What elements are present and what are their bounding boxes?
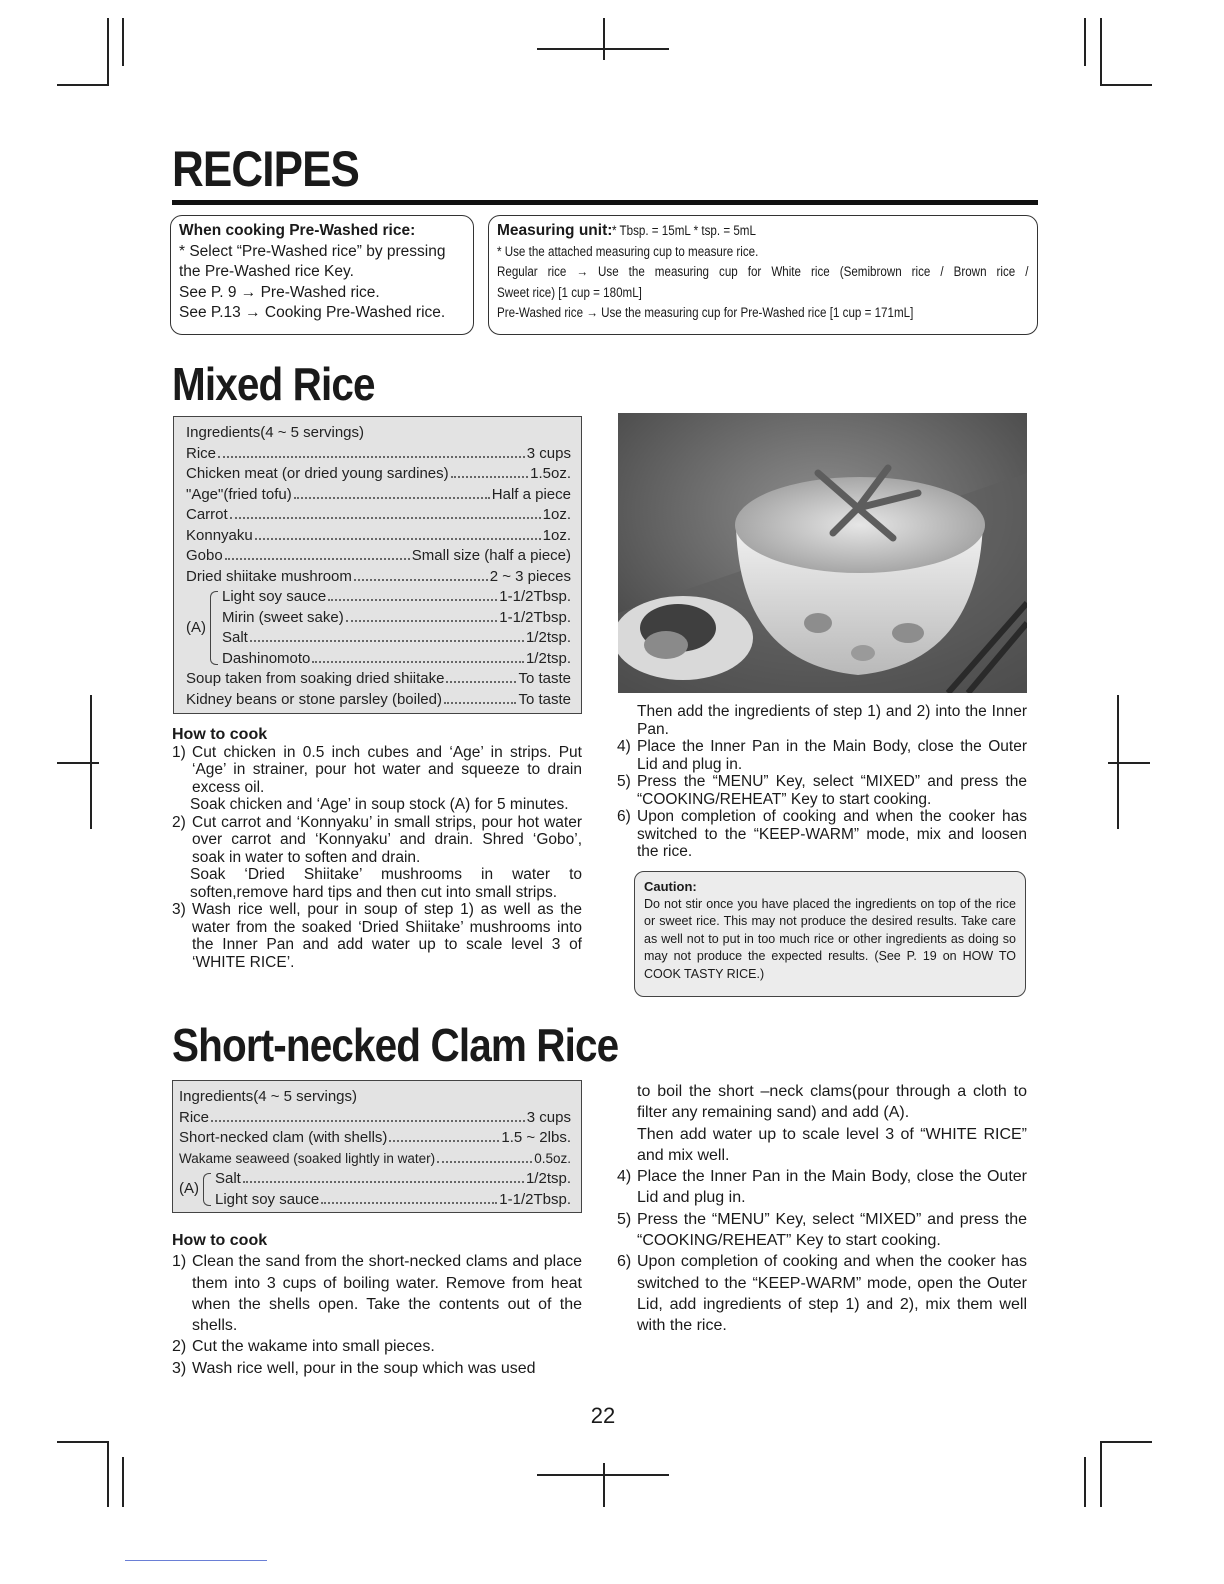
measuring-unit-box	[488, 215, 1038, 335]
step-number: 4)	[617, 738, 631, 755]
ingredient-name: Gobo	[186, 547, 223, 564]
ingredient-row	[215, 1190, 571, 1211]
clam-rice-howto-continued	[617, 1081, 1027, 1337]
ingredient-qty: 3 cups	[526, 444, 571, 462]
page-number: 22	[590, 1403, 616, 1428]
step-3	[172, 1358, 582, 1379]
step-1-sub: Soak chicken and ‘Age’ in soup stock (A) for 5 minutes.	[190, 796, 569, 813]
ingredient-qty: Small size (half a piece)	[411, 547, 571, 564]
dotted-leader	[243, 1181, 524, 1183]
step-number: 6)	[617, 1253, 632, 1271]
measuring-heading: Measuring unit:	[497, 222, 613, 239]
ingredient-row	[179, 1108, 571, 1129]
step-2-sub: Soak ‘Dried Shiitake’ mushrooms in water to soften,remove hard tips and then cut into small strips.	[190, 866, 582, 901]
dotted-leader	[312, 661, 524, 663]
ingredient-row	[222, 649, 571, 670]
dotted-leader	[250, 640, 524, 642]
step-3-sub: Then add water up to scale level 3 of “WHITE RICE” and mix well.	[637, 1125, 1027, 1164]
howto-heading: How to cook	[172, 1232, 268, 1249]
prewashed-heading: When cooking Pre-Washed rice:	[179, 222, 416, 239]
step-text: Wash rice well, pour in the soup which was used	[192, 1359, 536, 1377]
dotted-leader	[446, 681, 516, 683]
step-number: 5)	[617, 1210, 632, 1228]
rice-bowl-image	[618, 413, 1027, 693]
dotted-leader	[451, 476, 529, 478]
ingredient-row	[186, 485, 571, 506]
ingredient-qty: Half a piece	[491, 485, 571, 503]
step-5	[617, 1209, 1027, 1252]
prewashed-line: the Pre-Washed rice Key.	[179, 263, 354, 280]
ingredient-row	[215, 1169, 571, 1190]
step-number: 3)	[172, 901, 186, 918]
ingredient-qty: 2 ~ 3 pieces	[489, 567, 571, 585]
ingredient-row	[222, 608, 571, 629]
group-items	[222, 587, 571, 669]
step-number: 1)	[172, 1253, 187, 1271]
step-5	[617, 773, 1027, 808]
caution-box	[634, 871, 1026, 997]
group-items	[215, 1169, 571, 1210]
ingredient-qty: 1-1/2Tbsp.	[499, 608, 571, 626]
ingredients-header: Ingredients(4 ~ 5 servings)	[179, 1088, 358, 1105]
link-underline	[125, 1560, 267, 1561]
ingredient-qty: 1oz.	[542, 526, 571, 544]
ingredient-row	[179, 1149, 571, 1170]
prewashed-line: See P.13 → Cooking Pre-Washed rice.	[179, 304, 446, 321]
group-label: (A)	[179, 1180, 199, 1198]
ingredient-name: Mirin (sweet sake)	[222, 608, 344, 626]
clam-rice-howto	[172, 1230, 582, 1379]
step-6	[617, 1251, 1027, 1336]
ingredient-qty: 1.5 ~ 2lbs.	[501, 1129, 571, 1146]
ingredient-row	[186, 444, 571, 465]
ingredient-qty: 1/2tsp.	[525, 629, 571, 646]
mixed-rice-title: Mixed Rice	[172, 358, 375, 410]
group-brace	[203, 1173, 211, 1206]
title-rule	[172, 200, 1038, 205]
mixed-rice-howto-continued	[617, 703, 1027, 861]
ingredient-qty: To taste	[518, 670, 571, 687]
measuring-line: Sweet rice) [1 cup = 180mL]	[497, 284, 642, 300]
step-text: Clean the sand from the short-necked clams and place them into 3 cups of boiling water. Remove from heat when the shells open. Take the contents out of the shells.	[192, 1253, 582, 1335]
ingredient-row	[186, 526, 571, 547]
page-title: RECIPES	[172, 141, 360, 197]
dotted-leader	[255, 538, 541, 540]
ingredient-name: Konnyaku	[186, 526, 253, 544]
ingredients-header: Ingredients(4 ~ 5 servings)	[186, 424, 365, 441]
ingredient-name: Salt	[222, 629, 248, 646]
clam-rice-title: Short-necked Clam Rice	[172, 1019, 619, 1071]
measuring-line: Pre-Washed rice → Use the measuring cup for Pre-Washed rice [1 cup = 171mL]	[497, 305, 914, 320]
dotted-leader	[354, 579, 488, 581]
ingredient-row	[186, 690, 571, 711]
dotted-leader	[444, 702, 516, 704]
step-text: Wash rice well, pour in soup of step 1) as well as the water from the soaked ‘Dried Shiitake’ mushrooms into the Inner Pan and add water up to scale level 3 of ‘WHITE RICE’.	[192, 901, 582, 971]
ingredient-qty: To taste	[518, 690, 571, 708]
step-4	[617, 1166, 1027, 1209]
step-3	[172, 901, 582, 971]
ingredient-qty: 1-1/2Tbsp.	[499, 1190, 571, 1208]
mixed-rice-ingredients-box	[173, 416, 582, 714]
step-6	[617, 808, 1027, 861]
ingredient-qty: 3 cups	[526, 1108, 571, 1126]
ingredient-row	[179, 1128, 571, 1149]
dotted-leader	[230, 517, 541, 519]
measuring-line: * Use the attached measuring cup to measure rice.	[497, 243, 759, 259]
ingredient-qty: 1/2tsp.	[525, 649, 571, 667]
caution-heading: Caution:	[644, 879, 697, 894]
step-text: Place the Inner Pan in the Main Body, close the Outer Lid and plug in.	[637, 1168, 1027, 1207]
ingredient-qty: 1/2tsp.	[525, 1170, 571, 1187]
ingredient-qty: 1-1/2Tbsp.	[499, 588, 571, 605]
step-1	[172, 744, 582, 797]
ingredient-row	[222, 628, 571, 649]
step-text: Press the “MENU” Key, select “MIXED” and press the “COOKING/REHEAT” Key to start cooking.	[637, 1210, 1027, 1250]
group-brace	[210, 591, 218, 665]
dotted-leader	[437, 1161, 532, 1163]
step-number: 4)	[617, 1168, 632, 1186]
ingredient-name: Carrot	[186, 506, 228, 523]
prewashed-line: See P. 9 → Pre-Washed rice.	[179, 283, 380, 301]
step-text: Upon completion of cooking and when the cooker has switched to the “KEEP-WARM” mode, mix and loosen the rice.	[637, 808, 1027, 860]
ingredient-row	[186, 669, 571, 690]
group-label: (A)	[186, 618, 206, 636]
caution-text: Do not stir once you have placed the ingredients on top of the rice or sweet rice. This may not produce the desired results. Take care as well not to put in too much rice or other ingredients as doing so may not produce the expected results. (See P. 19 on HOW TO COOK TASTY RICE.)	[644, 896, 1016, 981]
ingredient-qty: 0.5oz.	[534, 1150, 571, 1166]
prewashed-line: * Select “Pre-Washed rice” by pressing	[179, 242, 446, 260]
ingredient-name: Salt	[215, 1170, 241, 1187]
step-2	[172, 1336, 582, 1357]
step-text: Cut carrot and ‘Konnyaku’ in small strips, pour hot water over carrot and ‘Konnyaku’ and drain. Shred ‘Gobo’, soak in water to soften and drain.	[192, 813, 582, 866]
howto-heading: How to cook	[172, 726, 268, 743]
step-number: 2)	[172, 813, 186, 831]
step-4	[617, 738, 1027, 773]
ingredient-name: Light soy sauce	[215, 1190, 320, 1208]
ingredient-name: Chicken meat (or dried young sardines)	[186, 465, 449, 482]
ingredient-name: Kidney beans or stone parsley (boiled)	[186, 690, 442, 708]
step-number: 5)	[617, 773, 631, 790]
step-number: 1)	[172, 743, 186, 761]
ingredient-row	[186, 546, 571, 567]
ingredients-list	[179, 1108, 571, 1170]
mixed-rice-howto	[172, 726, 582, 971]
dotted-leader	[328, 599, 497, 601]
dotted-leader	[218, 456, 525, 458]
ingredient-name: Soup taken from soaking dried shiitake	[186, 670, 445, 687]
dotted-leader	[346, 620, 498, 622]
step-text: Place the Inner Pan in the Main Body, close the Outer Lid and plug in.	[637, 738, 1027, 773]
step-number: 6)	[617, 808, 631, 825]
clam-rice-ingredients-box	[172, 1080, 582, 1213]
ingredient-name: Light soy sauce	[222, 588, 327, 605]
step-number: 3)	[172, 1359, 187, 1377]
step-text: Cut chicken in 0.5 inch cubes and ‘Age’ in strips. Put ‘Age’ in strainer, pour hot water and squeeze to drain excess oil.	[192, 743, 582, 796]
ingredients-list	[186, 669, 571, 710]
step-text: Cut the wakame into small pieces.	[192, 1338, 435, 1356]
step-3-continued: to boil the short –neck clams(pour through a cloth to filter any remaining sand) and add (A).	[637, 1083, 1027, 1122]
ingredient-row	[186, 464, 571, 485]
ingredient-group-a	[186, 587, 571, 669]
mixed-rice-photo	[618, 413, 1027, 693]
ingredient-name: Rice	[179, 1108, 210, 1126]
dotted-leader	[225, 558, 410, 560]
ingredient-name: Wakame seaweed (soaked lightly in water)	[179, 1150, 436, 1166]
step-3-continued: Then add the ingredients of step 1) and 2) into the Inner Pan.	[637, 703, 1027, 738]
ingredient-qty: 1oz.	[542, 506, 571, 523]
step-1	[172, 1251, 582, 1336]
ingredient-row	[222, 587, 571, 608]
ingredient-name: Dried shiitake mushroom	[186, 567, 352, 585]
step-2	[172, 814, 582, 867]
measuring-units: * Tbsp. = 15mL * tsp. = 5mL	[612, 223, 757, 238]
measuring-line: Regular rice → Use the measuring cup for White rice (Semibrown rice / Brown rice /	[497, 264, 1029, 279]
dotted-leader	[294, 497, 490, 499]
dotted-leader	[389, 1140, 499, 1142]
ingredient-name: Dashinomoto	[222, 649, 311, 667]
ingredient-qty: 1.5oz.	[530, 465, 571, 482]
ingredient-name: Rice	[186, 444, 217, 462]
ingredient-row	[186, 567, 571, 588]
ingredient-name: "Age"(fried tofu)	[186, 485, 292, 503]
step-number: 2)	[172, 1338, 187, 1356]
step-text: Press the “MENU” Key, select “MIXED” and press the “COOKING/REHEAT” Key to start cooking.	[637, 773, 1027, 808]
prewashed-info-box	[170, 215, 474, 335]
ingredients-list	[186, 444, 571, 588]
ingredient-name: Short-necked clam (with shells)	[179, 1129, 388, 1146]
ingredient-group-a	[179, 1169, 571, 1210]
step-text: Upon completion of cooking and when the cooker has switched to the “KEEP-WARM” mode, open the Outer Lid, add ingredients of step 1) and 2), mix them well with the rice.	[637, 1253, 1027, 1335]
ingredient-row	[186, 505, 571, 526]
dotted-leader	[321, 1202, 497, 1204]
dotted-leader	[211, 1120, 525, 1122]
